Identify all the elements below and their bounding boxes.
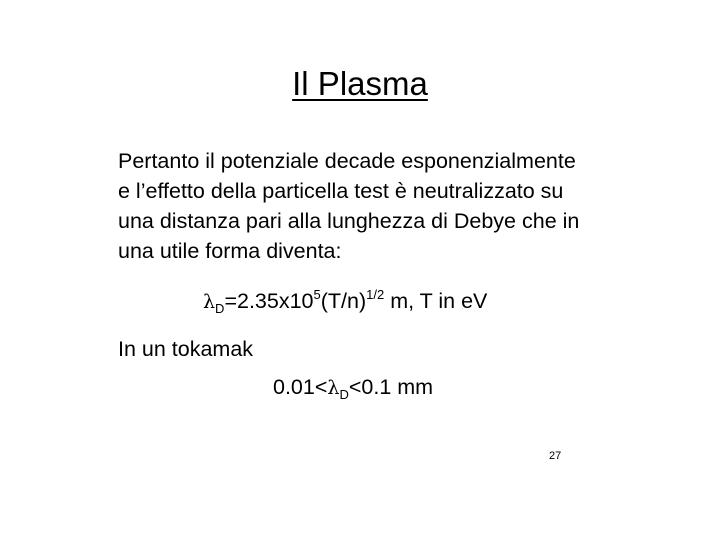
- formula-units: m, T in eV: [384, 289, 488, 313]
- subscript-d: D: [339, 387, 349, 402]
- tokamak-label: In un tokamak: [118, 337, 254, 361]
- paragraph-line: una distanza pari alla lunghezza di Debye che in: [118, 209, 580, 233]
- subscript-d: D: [215, 301, 225, 316]
- paragraph-line: Pertanto il potenziale decade esponenzialmente: [118, 149, 576, 173]
- slide-title: Il Plasma: [292, 65, 428, 102]
- debye-range-formula: [273, 372, 433, 403]
- lambda-symbol: λ: [327, 377, 340, 399]
- formula-coefficient: =2.35x10: [224, 289, 314, 313]
- range-upper: <0.1 mm: [348, 375, 434, 399]
- body-paragraph: [118, 146, 678, 266]
- paragraph-line: e l’effetto della particella test è neutralizzato su: [118, 179, 564, 203]
- exponent-five: 5: [313, 287, 321, 302]
- page-number: 27: [549, 450, 562, 462]
- range-lower: 0.01<: [273, 375, 328, 399]
- exponent-half: 1/2: [366, 287, 385, 302]
- formula-ratio: (T/n): [320, 289, 367, 313]
- debye-length-formula: [203, 286, 487, 317]
- paragraph-line: una utile forma diventa:: [118, 239, 342, 263]
- lambda-symbol: λ: [203, 291, 216, 313]
